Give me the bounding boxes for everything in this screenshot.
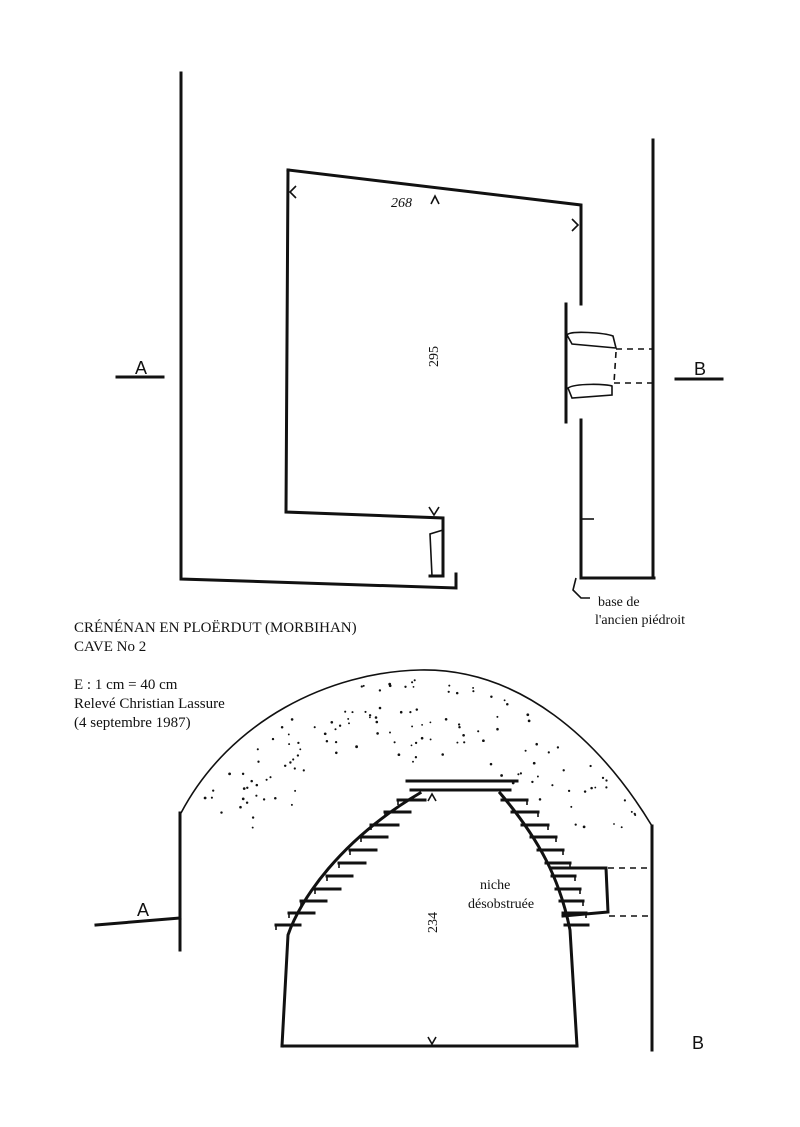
stipple-dot bbox=[563, 769, 565, 771]
stipple-dot bbox=[490, 695, 492, 697]
stipple-dot bbox=[246, 787, 248, 789]
plan-niche-stone-bottom bbox=[568, 384, 612, 398]
section-niche-dashed bbox=[608, 868, 652, 916]
stipple-dot bbox=[415, 756, 417, 758]
stipple-dot bbox=[506, 703, 509, 706]
stipple-dot bbox=[375, 721, 378, 724]
stipple-dot bbox=[472, 687, 474, 689]
stipple-dot bbox=[255, 795, 257, 797]
stipple-dot bbox=[303, 769, 305, 771]
stipple-dot bbox=[551, 784, 553, 786]
stipple-dot bbox=[299, 748, 301, 750]
stipple-dot bbox=[250, 780, 253, 783]
stipple-dot bbox=[477, 730, 479, 732]
plan-chamber-outline bbox=[288, 170, 581, 304]
stipple-dot bbox=[252, 816, 254, 818]
caption bbox=[74, 619, 357, 731]
stipple-dot bbox=[535, 743, 538, 746]
stipple-dot bbox=[415, 742, 417, 744]
stipple-dot bbox=[517, 773, 519, 775]
stipple-dot bbox=[445, 718, 448, 721]
stipple-dot bbox=[448, 685, 450, 687]
stipple-dot bbox=[584, 790, 586, 792]
stipple-dot bbox=[537, 776, 539, 778]
stipple-dot bbox=[348, 722, 350, 724]
stipple-dot bbox=[404, 686, 406, 688]
stipple-dot bbox=[289, 761, 291, 763]
stipple-dot bbox=[314, 726, 316, 728]
stipple-dot bbox=[220, 811, 222, 813]
plan-arrow-left bbox=[290, 186, 296, 198]
stipple-dot bbox=[472, 690, 474, 692]
stipple-dot bbox=[291, 804, 293, 806]
stipple-dot bbox=[369, 714, 371, 716]
stipple-dot bbox=[242, 798, 245, 801]
stipple-dot bbox=[500, 774, 503, 777]
stipple-dot bbox=[297, 754, 299, 756]
plan-label-a: A bbox=[135, 358, 148, 378]
stipple-dot bbox=[376, 732, 379, 735]
plan-dim-width: 268 bbox=[391, 196, 412, 211]
stipple-dot bbox=[266, 779, 268, 781]
stipple-dot bbox=[288, 743, 290, 745]
stipple-dot bbox=[394, 741, 396, 743]
stipple-dot bbox=[548, 751, 550, 753]
stipple-dot bbox=[482, 739, 485, 742]
stipple-dot bbox=[364, 711, 366, 713]
stipple-dot bbox=[613, 823, 615, 825]
stipple-dot bbox=[335, 741, 337, 743]
section-dim-height: 234 bbox=[426, 912, 441, 933]
section-arrow-bottom bbox=[428, 1037, 436, 1044]
stipple-dot bbox=[389, 732, 391, 734]
stipple-dot bbox=[414, 679, 416, 681]
plan-outer-wall bbox=[181, 73, 456, 588]
stipple-dot bbox=[257, 761, 259, 763]
caption-cave: CAVE No 2 bbox=[74, 639, 147, 655]
stipple-dot bbox=[400, 711, 403, 714]
stipple-dot bbox=[243, 787, 246, 790]
section-arrow-top bbox=[428, 794, 436, 801]
stipple-dot bbox=[263, 798, 265, 800]
stipple-dot bbox=[294, 767, 296, 769]
stipple-dot bbox=[520, 772, 522, 774]
stipple-dot bbox=[496, 716, 498, 718]
plan-arrow-top bbox=[431, 196, 439, 204]
stipple-dot bbox=[272, 738, 274, 740]
stipple-dot bbox=[496, 728, 499, 731]
stipple-dot bbox=[413, 686, 415, 688]
stipple-dot bbox=[456, 692, 459, 695]
stipple-dot bbox=[490, 763, 493, 766]
stipple-dot bbox=[570, 806, 572, 808]
stipple-dot bbox=[351, 711, 353, 713]
stipple-dot bbox=[557, 746, 559, 748]
stipple-dot bbox=[361, 685, 363, 687]
stipple-dot bbox=[463, 741, 465, 743]
plan-dim-depth: 295 bbox=[427, 346, 442, 367]
stipple-dot bbox=[539, 798, 542, 801]
stipple-dot bbox=[291, 718, 294, 721]
section-label-a: A bbox=[137, 900, 150, 920]
section-mound-outline bbox=[181, 670, 652, 826]
plan-note-base-line1: base de bbox=[598, 595, 640, 610]
section-note-niche-line1: niche bbox=[480, 878, 511, 893]
stipple-dot bbox=[602, 777, 604, 779]
stipple-dot bbox=[456, 742, 458, 744]
stipple-dot bbox=[252, 827, 254, 829]
stipple-dot bbox=[363, 685, 365, 687]
plan-jamb bbox=[430, 530, 443, 576]
stipple-dot bbox=[284, 765, 286, 767]
section-mound-stipple bbox=[204, 679, 637, 828]
stipple-dot bbox=[458, 723, 460, 725]
stipple-dot bbox=[326, 740, 328, 742]
plan-niche-stone-top bbox=[567, 332, 616, 348]
stipple-dot bbox=[211, 797, 213, 799]
caption-surveyor: Relevé Christian Lassure bbox=[74, 696, 225, 712]
stipple-dot bbox=[590, 787, 593, 790]
stipple-dot bbox=[411, 725, 413, 727]
stipple-dot bbox=[379, 689, 381, 691]
stipple-dot bbox=[416, 708, 418, 710]
stipple-dot bbox=[339, 725, 341, 727]
stipple-dot bbox=[204, 797, 207, 800]
plan-arrow-right bbox=[572, 219, 578, 231]
stipple-dot bbox=[631, 811, 633, 813]
stipple-dot bbox=[375, 716, 378, 719]
stipple-dot bbox=[274, 797, 277, 800]
caption-date: (4 septembre 1987) bbox=[74, 715, 191, 731]
stipple-dot bbox=[355, 745, 358, 748]
stipple-dot bbox=[458, 726, 460, 728]
stipple-dot bbox=[504, 699, 506, 701]
stipple-dot bbox=[575, 824, 577, 826]
section-note-niche-line2: désobstruée bbox=[468, 897, 535, 912]
stipple-dot bbox=[389, 684, 392, 687]
caption-scale: E : 1 cm = 40 cm bbox=[74, 677, 178, 693]
stipple-dot bbox=[441, 753, 444, 756]
section-vault-left bbox=[282, 793, 420, 1046]
stipple-dot bbox=[288, 733, 290, 735]
stipple-dot bbox=[246, 801, 248, 803]
stipple-dot bbox=[212, 789, 214, 791]
stipple-dot bbox=[324, 732, 327, 735]
stipple-dot bbox=[594, 787, 596, 789]
stipple-dot bbox=[369, 717, 371, 719]
stipple-dot bbox=[257, 748, 259, 750]
stipple-dot bbox=[421, 737, 424, 740]
stipple-dot bbox=[347, 718, 349, 720]
stipple-dot bbox=[462, 734, 465, 737]
caption-site: CRÉNÉNAN EN PLOËRDUT (MORBIHAN) bbox=[74, 620, 357, 636]
section-corbels-left bbox=[276, 800, 425, 925]
plan-jamb-base bbox=[573, 578, 590, 598]
stipple-dot bbox=[525, 750, 527, 752]
stipple-dot bbox=[228, 773, 231, 776]
stipple-dot bbox=[239, 806, 242, 809]
stipple-dot bbox=[379, 707, 382, 710]
plan-label-b: B bbox=[694, 359, 707, 379]
stipple-dot bbox=[256, 784, 259, 787]
stipple-dot bbox=[605, 786, 607, 788]
stipple-dot bbox=[269, 776, 271, 778]
plan-arrow-bottom bbox=[429, 507, 439, 515]
stipple-dot bbox=[242, 773, 244, 775]
stipple-dot bbox=[533, 762, 536, 765]
stipple-dot bbox=[411, 745, 413, 747]
plan-note-base-line2: l'ancien piédroit bbox=[595, 613, 685, 628]
stipple-dot bbox=[335, 752, 338, 755]
stipple-dot bbox=[429, 721, 431, 723]
stipple-dot bbox=[297, 742, 299, 744]
stipple-dot bbox=[292, 758, 294, 760]
plan-view bbox=[117, 73, 722, 628]
stipple-dot bbox=[294, 790, 296, 792]
stipple-dot bbox=[344, 711, 346, 713]
plan-chamber-left bbox=[286, 170, 443, 576]
stipple-dot bbox=[526, 713, 529, 716]
stipple-dot bbox=[330, 721, 333, 724]
stipple-dot bbox=[430, 738, 432, 740]
stipple-dot bbox=[624, 799, 626, 801]
stipple-dot bbox=[528, 720, 531, 723]
stipple-dot bbox=[421, 724, 423, 726]
stipple-dot bbox=[334, 728, 336, 730]
section-vault-right bbox=[500, 793, 577, 1046]
stipple-dot bbox=[583, 826, 586, 829]
stipple-dot bbox=[411, 681, 413, 683]
stipple-dot bbox=[568, 790, 570, 792]
stipple-dot bbox=[281, 726, 284, 729]
stipple-dot bbox=[531, 781, 533, 783]
plan-right-inner-wall bbox=[581, 420, 654, 578]
section-label-b: B bbox=[692, 1033, 705, 1053]
stipple-dot bbox=[398, 753, 401, 756]
stipple-dot bbox=[409, 711, 411, 713]
stipple-dot bbox=[448, 691, 450, 693]
stipple-dot bbox=[589, 765, 591, 767]
stipple-dot bbox=[634, 814, 636, 816]
stipple-dot bbox=[621, 826, 623, 828]
stipple-dot bbox=[605, 779, 607, 781]
stipple-dot bbox=[412, 761, 414, 763]
plan-niche-dashed bbox=[614, 349, 653, 383]
